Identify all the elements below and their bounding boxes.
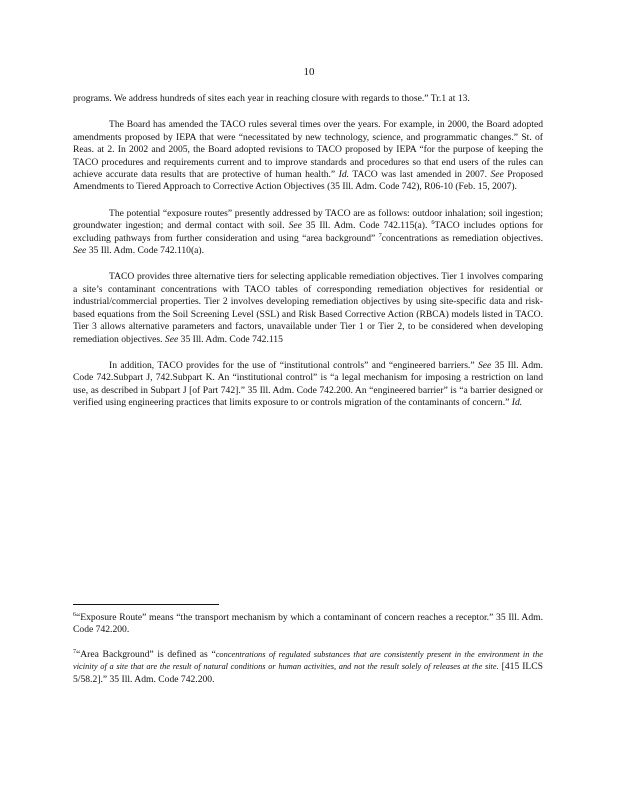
paragraph-1-continuation: programs. We address hundreds of sites each year in reaching closure with regards to those.” Tr.1 at 13. <box>73 93 470 104</box>
footnote-mark: 6 <box>73 611 76 618</box>
paragraph-exposure-routes: The potential “exposure routes” presently addressed by TACO are as follows: outdoor inhalation; soil ingestion; groundwater ingestion; and dermal contact with soil. See 35 Ill. Adm. Code 742.115(a). $^6$TACO includes options for excluding pathways from further consideration and using “area background” $^7$concentrations as remediation objectives. See 35 Ill. Adm. Code 742.110(a). <box>73 207 543 257</box>
citation-see: See <box>288 220 302 232</box>
citation-see: See <box>73 245 87 257</box>
citation-id: Id. <box>511 397 523 409</box>
citation-see: See <box>477 359 492 371</box>
statutory-quote: concentrations of regulated substances that are consistently present in the environment in the vicinity of a site that are the result of natural conditions or human activities, and not the result solely of releases at the site. <box>73 649 543 672</box>
citation-see: See <box>164 333 179 345</box>
page-number: 10 <box>303 66 315 78</box>
paragraph-board-amendments: The Board has amended the TACO rules several times over the years. For example, in 2000, the Board adopted amendments proposed by IEPA that were “necessitated by new technology, science, and programmatic changes.” St. of Reas. at 2. In 2002 and 2005, the Board adopted revisions to TACO proposed by IEPA “for the purpose of keeping the TACO procedures and requirements current and to improve standards and procedures so that end users of the rules can achieve accurate data results that are protective of human health.” Id. TACO was last amended in 2007. See Proposed Amendments to Tiered Approach to Corrective Action Objectives (35 Ill. Adm. Code 742), R06-10 (Feb. 15, 2007). <box>73 119 543 193</box>
footnote-ref-7: 7 <box>378 232 382 239</box>
footnote-ref-6: 6 <box>431 220 435 227</box>
footnotes <box>73 612 543 698</box>
footnote-mark: 7 <box>73 648 76 655</box>
body-text <box>73 93 543 424</box>
paragraph-institutional-controls: In addition, TACO provides for the use of “institutional controls” and “engineered barriers.” See 35 Ill. Adm. Code 742.Subpart J, 742.Subpart K. An “institutional control” is “a legal mechanism for imposing a restriction on land use, as described in Subpart J [of Part 742].” 35 Ill. Adm. Code 742.200. An “engineered barrier” is “a barrier designed or verified using engineering practices that limits exposure to or controls migration of the contaminants of concern.” Id. <box>73 359 543 409</box>
footnote-6: $^6$“Exposure Route” means “the transport mechanism by which a contaminant of concern reaches a receptor.” 35 Ill. Adm. Code 742.200. <box>73 611 543 636</box>
paragraph-tiers: TACO provides three alternative tiers for selecting applicable remediation objectives. Tier 1 involves comparing a site’s contaminant concentrations with TACO tables of corresponding remediation objectives for residential or industrial/commercial properties. Tier 2 involves developing remediation objectives by using site-specific data and risk-based equations from the Soil Screening Level (SSL) and Risk Based Corrective Action (RBCA) models listed in TACO. Tier 3 allows alternative parameters and factors, unavailable under Tier 1 or Tier 2, to be considered when developing remediation objectives. See 35 Ill. Adm. Code 742.115 <box>73 271 543 345</box>
citation-id: Id. <box>338 169 350 181</box>
footnote-divider <box>73 604 219 605</box>
footnote-7: $^7$“Area Background” is defined as “concentrations of regulated substances that are consistently present in the environment in the vicinity of a site that are the result of natural conditions or human activities, and not the result solely of releases at the site. [415 ILCS 5/58.2].” 35 Ill. Adm. Code 742.200. <box>73 648 543 685</box>
citation-see: See <box>490 169 504 181</box>
